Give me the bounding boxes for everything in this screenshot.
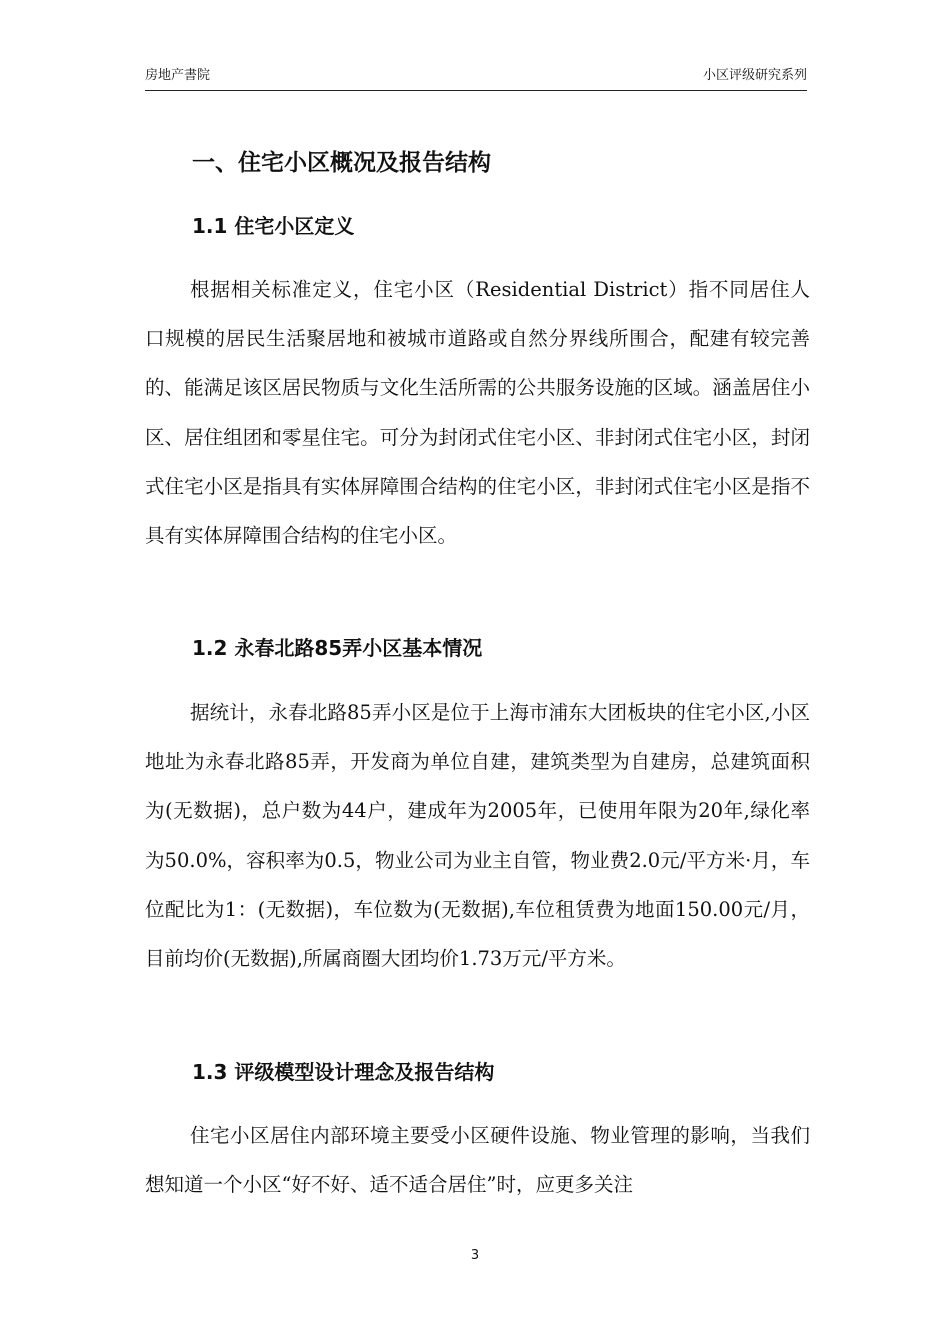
- page-number: 3: [470, 1248, 480, 1263]
- section-1-2-title: 1.2 永春北路85弄小区基本情况: [192, 636, 483, 660]
- section-1-1-body: 根据相关标准定义，住宅小区（Residential District）指不同居住人口规模的居民生活聚居地和被城市道路或自然分界线所围合，配建有较完善的、能满足该区居民物质与文化生活所需的公共服务设施的区域。涵盖居住小区、居住组团和零星住宅。可分为封闭式住宅小区、非封闭式住宅小区，封闭式住宅小区是指具有实体屏障围合结构的住宅小区，非封闭式住宅小区是指不具有实体屏障围合结构的住宅小区。: [145, 278, 810, 548]
- page-header: [145, 66, 807, 91]
- section-1-3-title: 1.3 评级模型设计理念及报告结构: [192, 1060, 495, 1084]
- header-publisher: 房地产書院: [145, 68, 211, 83]
- header-series: 小区评级研究系列: [702, 68, 807, 83]
- section-1-2-body: 据统计，永春北路85弄小区是位于上海市浦东大团板块的住宅小区,小区地址为永春北路85弄，开发商为单位自建，建筑类型为自建房，总建筑面积为(无数据)，总户数为44户，建成年为2005年，已使用年限为20年,绿化率为50.0%，容积率为0.5，物业公司为业主自管，物业费2.0元/平方米·月，车位配比为1：(无数据)，车位数为(无数据),车位租赁费为地面150.00元/月，目前均价(无数据),所属商圈大团均价1.73万元/平方米。: [145, 701, 810, 971]
- section-1-1-title: 1.1 住宅小区定义: [192, 214, 355, 238]
- section-1-3-body: 住宅小区居住内部环境主要受小区硬件设施、物业管理的影响，当我们想知道一个小区“好不好、适不适合居住”时，应更多关注: [145, 1124, 810, 1197]
- chapter-title: 一、住宅小区概况及报告结构: [192, 150, 491, 176]
